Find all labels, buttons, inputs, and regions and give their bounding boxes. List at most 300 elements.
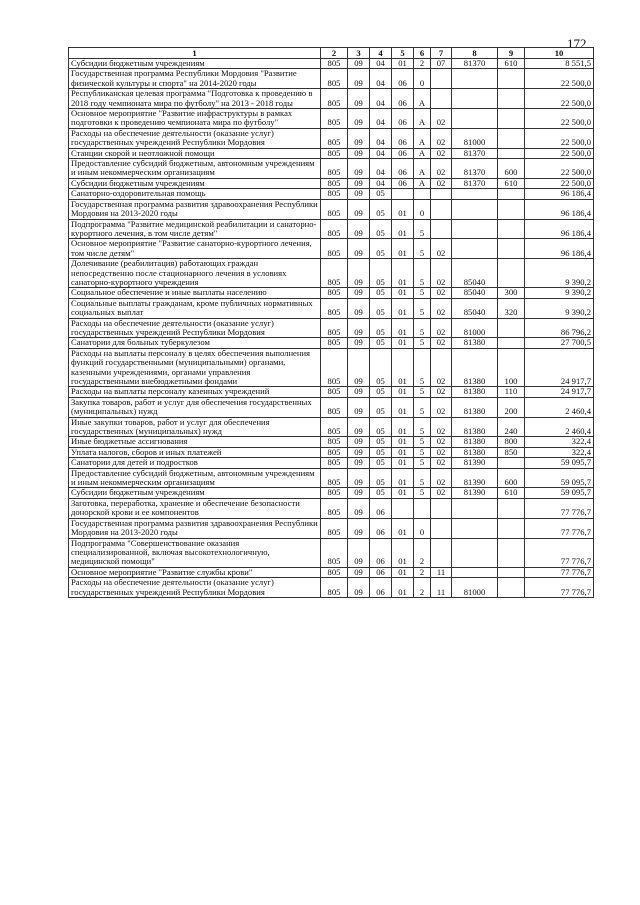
row-code-cell: 06 xyxy=(392,178,414,188)
row-code-cell: 320 xyxy=(498,298,525,318)
row-code-cell: 09 xyxy=(348,498,370,518)
row-name-cell: Республиканская целевая программа "Подготовка к проведению в 2018 году чемпионата мира по футболу" на 2013 - 2018 годы xyxy=(69,89,321,109)
row-code-cell: 81370 xyxy=(452,148,498,158)
row-code-cell: 09 xyxy=(348,447,370,457)
row-code-cell: 5 xyxy=(414,468,431,488)
table-row xyxy=(69,417,594,437)
row-code-cell: 01 xyxy=(392,538,414,567)
row-code-cell: 805 xyxy=(321,488,348,498)
row-amount-cell: 96 186,4 xyxy=(525,189,594,199)
row-code-cell: 600 xyxy=(498,468,525,488)
row-code-cell: 5 xyxy=(414,239,431,259)
row-code-cell xyxy=(431,199,452,219)
row-name-cell: Расходы на обеспечение деятельности (оказание услуг) государственных учреждений Республики Мордовия xyxy=(69,578,321,598)
row-code-cell xyxy=(452,109,498,129)
row-code-cell: 02 xyxy=(431,468,452,488)
row-code-cell: 05 xyxy=(370,239,392,259)
col-header: 9 xyxy=(498,48,525,59)
row-code-cell: 81390 xyxy=(452,488,498,498)
row-code-cell: 805 xyxy=(321,189,348,199)
row-code-cell: 09 xyxy=(348,69,370,89)
row-code-cell: 850 xyxy=(498,447,525,457)
row-code-cell xyxy=(498,458,525,468)
table-row xyxy=(69,578,594,598)
row-code-cell xyxy=(452,89,498,109)
table-row xyxy=(69,458,594,468)
row-code-cell: 805 xyxy=(321,397,348,417)
row-code-cell: 2 xyxy=(414,538,431,567)
row-code-cell xyxy=(498,199,525,219)
table-row xyxy=(69,397,594,417)
row-code-cell: 09 xyxy=(348,338,370,348)
row-code-cell: 09 xyxy=(348,178,370,188)
row-name-cell: Санатории для больных туберкулезом xyxy=(69,338,321,348)
col-header: 8 xyxy=(452,48,498,59)
row-name-cell: Субсидии бюджетным учреждениям xyxy=(69,59,321,69)
row-name-cell: Основное мероприятие "Развитие инфраструктуры в рамках подготовки к проведению чемпионата мира по футболу" xyxy=(69,109,321,129)
row-code-cell: 06 xyxy=(370,518,392,538)
row-code-cell xyxy=(452,498,498,518)
row-code-cell: 02 xyxy=(431,387,452,397)
col-header: 2 xyxy=(321,48,348,59)
row-name-cell: Субсидии бюджетным учреждениям xyxy=(69,178,321,188)
row-code-cell: 805 xyxy=(321,288,348,298)
row-code-cell: А xyxy=(414,89,431,109)
row-code-cell xyxy=(452,69,498,89)
row-code-cell xyxy=(452,538,498,567)
row-code-cell: 05 xyxy=(370,458,392,468)
row-code-cell: 610 xyxy=(498,178,525,188)
row-code-cell: 09 xyxy=(348,199,370,219)
row-code-cell: 09 xyxy=(348,488,370,498)
row-code-cell: 2 xyxy=(414,59,431,69)
table-row xyxy=(69,148,594,158)
row-code-cell: 01 xyxy=(392,417,414,437)
row-amount-cell: 322,4 xyxy=(525,447,594,457)
row-code-cell xyxy=(498,109,525,129)
row-code-cell: 01 xyxy=(392,578,414,598)
table-row xyxy=(69,498,594,518)
row-amount-cell: 77 776,7 xyxy=(525,538,594,567)
row-code-cell xyxy=(498,89,525,109)
row-code-cell: 5 xyxy=(414,318,431,338)
row-code-cell: 0 xyxy=(414,199,431,219)
row-code-cell: 02 xyxy=(431,488,452,498)
row-code-cell: 805 xyxy=(321,387,348,397)
row-amount-cell: 9 390,2 xyxy=(525,288,594,298)
row-amount-cell: 77 776,7 xyxy=(525,498,594,518)
row-amount-cell: 77 776,7 xyxy=(525,578,594,598)
row-code-cell xyxy=(452,189,498,199)
row-code-cell: 2 xyxy=(414,567,431,577)
row-code-cell: 01 xyxy=(392,59,414,69)
row-amount-cell: 2 460,4 xyxy=(525,417,594,437)
row-code-cell: 02 xyxy=(431,417,452,437)
row-code-cell xyxy=(498,239,525,259)
row-code-cell: 09 xyxy=(348,298,370,318)
row-code-cell xyxy=(452,567,498,577)
row-amount-cell: 22 500,0 xyxy=(525,159,594,179)
row-name-cell: Социальные выплаты гражданам, кроме публичных нормативных социальных выплат xyxy=(69,298,321,318)
table-row xyxy=(69,128,594,148)
row-code-cell xyxy=(431,219,452,239)
row-amount-cell: 96 186,4 xyxy=(525,239,594,259)
row-code-cell: 06 xyxy=(392,128,414,148)
table-row xyxy=(69,518,594,538)
row-code-cell: 02 xyxy=(431,298,452,318)
row-code-cell: 05 xyxy=(370,219,392,239)
row-amount-cell: 22 500,0 xyxy=(525,148,594,158)
row-name-cell: Предоставление субсидий бюджетным, автономным учреждениям и иным некоммерческим организациям xyxy=(69,159,321,179)
col-header: 4 xyxy=(370,48,392,59)
row-code-cell: 01 xyxy=(392,437,414,447)
row-code-cell: 01 xyxy=(392,338,414,348)
table-row xyxy=(69,298,594,318)
row-code-cell: 09 xyxy=(348,259,370,288)
row-code-cell: 05 xyxy=(370,468,392,488)
table-row xyxy=(69,109,594,129)
row-code-cell: 805 xyxy=(321,498,348,518)
row-code-cell: 100 xyxy=(498,348,525,387)
row-code-cell: 09 xyxy=(348,458,370,468)
row-code-cell: 02 xyxy=(431,348,452,387)
row-code-cell: 805 xyxy=(321,59,348,69)
table-row xyxy=(69,159,594,179)
row-amount-cell: 22 500,0 xyxy=(525,109,594,129)
row-code-cell: 5 xyxy=(414,348,431,387)
row-code-cell: 06 xyxy=(392,109,414,129)
row-code-cell: А xyxy=(414,128,431,148)
row-code-cell xyxy=(431,89,452,109)
budget-table xyxy=(68,47,594,598)
row-code-cell: 805 xyxy=(321,578,348,598)
row-code-cell: 06 xyxy=(370,538,392,567)
row-code-cell: 04 xyxy=(370,178,392,188)
row-code-cell xyxy=(452,199,498,219)
row-code-cell: 81000 xyxy=(452,128,498,148)
table-row xyxy=(69,69,594,89)
row-code-cell xyxy=(431,498,452,518)
row-code-cell: 240 xyxy=(498,417,525,437)
row-name-cell: Уплата налогов, сборов и иных платежей xyxy=(69,447,321,457)
row-code-cell: 805 xyxy=(321,567,348,577)
row-code-cell: 01 xyxy=(392,348,414,387)
row-code-cell: 02 xyxy=(431,288,452,298)
row-amount-cell: 9 390,2 xyxy=(525,298,594,318)
row-code-cell: 610 xyxy=(498,488,525,498)
row-code-cell: 05 xyxy=(370,189,392,199)
row-code-cell: 04 xyxy=(370,89,392,109)
row-amount-cell: 8 551,5 xyxy=(525,59,594,69)
row-code-cell: 09 xyxy=(348,538,370,567)
row-code-cell: 805 xyxy=(321,219,348,239)
row-code-cell: 600 xyxy=(498,159,525,179)
row-code-cell: 09 xyxy=(348,567,370,577)
row-code-cell: 805 xyxy=(321,89,348,109)
col-header: 7 xyxy=(431,48,452,59)
table-row xyxy=(69,259,594,288)
row-code-cell xyxy=(498,259,525,288)
row-code-cell: 805 xyxy=(321,447,348,457)
row-code-cell: 5 xyxy=(414,219,431,239)
table-row xyxy=(69,178,594,188)
row-name-cell: Санаторно-оздоровительная помощь xyxy=(69,189,321,199)
row-code-cell: 02 xyxy=(431,159,452,179)
row-code-cell: 02 xyxy=(431,318,452,338)
row-code-cell: 85040 xyxy=(452,288,498,298)
row-code-cell: 805 xyxy=(321,259,348,288)
row-code-cell: 5 xyxy=(414,288,431,298)
row-code-cell: 04 xyxy=(370,159,392,179)
row-amount-cell: 24 917,7 xyxy=(525,348,594,387)
row-name-cell: Субсидии бюджетным учреждениям xyxy=(69,488,321,498)
row-code-cell xyxy=(498,338,525,348)
row-code-cell xyxy=(431,189,452,199)
row-name-cell: Основное мероприятие "Развитие санаторно-курортного лечения, том числе детям" xyxy=(69,239,321,259)
row-code-cell: А xyxy=(414,178,431,188)
row-code-cell xyxy=(498,189,525,199)
row-code-cell: 01 xyxy=(392,259,414,288)
row-code-cell: 02 xyxy=(431,447,452,457)
table-row xyxy=(69,89,594,109)
row-code-cell xyxy=(414,498,431,518)
row-code-cell: 01 xyxy=(392,239,414,259)
row-amount-cell: 77 776,7 xyxy=(525,518,594,538)
row-code-cell: 81370 xyxy=(452,159,498,179)
row-code-cell: 805 xyxy=(321,338,348,348)
row-amount-cell: 22 500,0 xyxy=(525,178,594,188)
row-code-cell: 02 xyxy=(431,109,452,129)
col-header: 10 xyxy=(525,48,594,59)
row-code-cell: 09 xyxy=(348,397,370,417)
row-code-cell xyxy=(498,498,525,518)
row-code-cell: 09 xyxy=(348,468,370,488)
table-row xyxy=(69,348,594,387)
row-code-cell: 02 xyxy=(431,178,452,188)
row-code-cell: 01 xyxy=(392,447,414,457)
row-code-cell: 02 xyxy=(431,259,452,288)
row-code-cell: 5 xyxy=(414,458,431,468)
row-code-cell: 5 xyxy=(414,447,431,457)
row-name-cell: Расходы на выплаты персоналу казенных учреждений xyxy=(69,387,321,397)
row-code-cell: 05 xyxy=(370,348,392,387)
row-code-cell: 06 xyxy=(370,498,392,518)
row-code-cell: 81370 xyxy=(452,59,498,69)
row-amount-cell: 322,4 xyxy=(525,437,594,447)
row-code-cell: 81380 xyxy=(452,447,498,457)
row-code-cell: 5 xyxy=(414,437,431,447)
row-code-cell: 02 xyxy=(431,128,452,148)
row-code-cell: 01 xyxy=(392,298,414,318)
row-code-cell: 09 xyxy=(348,128,370,148)
row-code-cell: 06 xyxy=(392,148,414,158)
row-code-cell: 81370 xyxy=(452,178,498,188)
row-code-cell: 09 xyxy=(348,417,370,437)
row-code-cell: 09 xyxy=(348,288,370,298)
row-code-cell: 01 xyxy=(392,397,414,417)
row-code-cell: 01 xyxy=(392,288,414,298)
row-code-cell: 110 xyxy=(498,387,525,397)
row-code-cell: 01 xyxy=(392,318,414,338)
row-code-cell: 200 xyxy=(498,397,525,417)
row-name-cell: Государственная программа Республики Мордовия "Развитие физической культуры и спорта" на 2014-2020 годы xyxy=(69,69,321,89)
row-amount-cell: 24 917,7 xyxy=(525,387,594,397)
row-amount-cell: 59 095,7 xyxy=(525,488,594,498)
row-code-cell: 5 xyxy=(414,387,431,397)
row-code-cell: 02 xyxy=(431,458,452,468)
row-code-cell: 09 xyxy=(348,437,370,447)
row-name-cell: Основное мероприятие "Развитие службы крови" xyxy=(69,567,321,577)
row-code-cell: 06 xyxy=(370,578,392,598)
row-name-cell: Расходы на обеспечение деятельности (оказание услуг) государственных учреждений Республики Мордовия xyxy=(69,318,321,338)
row-code-cell: 04 xyxy=(370,69,392,89)
table-row xyxy=(69,488,594,498)
row-code-cell xyxy=(498,69,525,89)
row-code-cell: 300 xyxy=(498,288,525,298)
row-code-cell: 2 xyxy=(414,578,431,598)
row-code-cell: 01 xyxy=(392,518,414,538)
row-code-cell: 09 xyxy=(348,518,370,538)
table-row xyxy=(69,288,594,298)
row-code-cell: А xyxy=(414,148,431,158)
row-name-cell: Подпрограмма "Совершенствование оказания специализированной, включая высокотехнологичную, медицинской помощи" xyxy=(69,538,321,567)
row-name-cell: Предоставление субсидий бюджетным, автономным учреждениям и иным некоммерческим организациям xyxy=(69,468,321,488)
row-code-cell: 81380 xyxy=(452,387,498,397)
row-code-cell: 04 xyxy=(370,59,392,69)
col-header: 5 xyxy=(392,48,414,59)
row-code-cell: 85040 xyxy=(452,298,498,318)
row-code-cell: 05 xyxy=(370,259,392,288)
table-row xyxy=(69,567,594,577)
row-code-cell: 04 xyxy=(370,109,392,129)
row-code-cell xyxy=(431,518,452,538)
row-code-cell: 02 xyxy=(431,397,452,417)
row-code-cell: 805 xyxy=(321,69,348,89)
row-code-cell: 02 xyxy=(431,148,452,158)
row-code-cell: 09 xyxy=(348,89,370,109)
row-code-cell: 09 xyxy=(348,318,370,338)
row-code-cell xyxy=(431,538,452,567)
row-code-cell: 05 xyxy=(370,437,392,447)
row-code-cell: 01 xyxy=(392,468,414,488)
table-row xyxy=(69,199,594,219)
row-code-cell: 0 xyxy=(414,69,431,89)
row-code-cell: 805 xyxy=(321,239,348,259)
row-code-cell: 805 xyxy=(321,178,348,188)
col-header: 1 xyxy=(69,48,321,59)
table-row xyxy=(69,219,594,239)
table-header-row xyxy=(69,48,594,59)
row-code-cell: 805 xyxy=(321,468,348,488)
row-code-cell xyxy=(498,219,525,239)
row-code-cell: 81380 xyxy=(452,417,498,437)
row-code-cell: А xyxy=(414,159,431,179)
page-number: 172 xyxy=(567,36,587,51)
table-row xyxy=(69,338,594,348)
row-code-cell: 09 xyxy=(348,59,370,69)
row-code-cell: 805 xyxy=(321,538,348,567)
row-code-cell: 5 xyxy=(414,417,431,437)
row-name-cell: Заготовка, переработка, хранение и обеспечение безопасности донорской крови и ее компонентов xyxy=(69,498,321,518)
row-code-cell: 610 xyxy=(498,59,525,69)
row-code-cell: 81380 xyxy=(452,437,498,447)
row-code-cell xyxy=(452,518,498,538)
row-code-cell: 06 xyxy=(392,69,414,89)
row-code-cell: 05 xyxy=(370,417,392,437)
row-code-cell: 09 xyxy=(348,109,370,129)
row-code-cell: 805 xyxy=(321,128,348,148)
row-code-cell: 05 xyxy=(370,318,392,338)
row-code-cell xyxy=(498,578,525,598)
row-code-cell: 01 xyxy=(392,219,414,239)
row-code-cell xyxy=(498,148,525,158)
table-row xyxy=(69,437,594,447)
row-code-cell: 800 xyxy=(498,437,525,447)
row-code-cell: 05 xyxy=(370,387,392,397)
row-code-cell: 09 xyxy=(348,578,370,598)
row-code-cell: 5 xyxy=(414,338,431,348)
row-code-cell xyxy=(431,69,452,89)
row-code-cell xyxy=(498,538,525,567)
row-code-cell xyxy=(392,498,414,518)
row-amount-cell: 86 796,2 xyxy=(525,318,594,338)
row-code-cell: 805 xyxy=(321,109,348,129)
row-code-cell: 81380 xyxy=(452,348,498,387)
row-code-cell xyxy=(498,567,525,577)
row-code-cell xyxy=(452,239,498,259)
row-code-cell: 09 xyxy=(348,239,370,259)
row-code-cell xyxy=(452,219,498,239)
row-amount-cell: 27 700,5 xyxy=(525,338,594,348)
row-name-cell: Закупка товаров, работ и услуг для обеспечения государственных (муниципальных) нужд xyxy=(69,397,321,417)
col-header: 6 xyxy=(414,48,431,59)
row-code-cell: 06 xyxy=(370,567,392,577)
row-code-cell: 01 xyxy=(392,199,414,219)
row-name-cell: Государственная программа развития здравоохранения Республики Мордовия на 2013-2020 годы xyxy=(69,518,321,538)
row-code-cell: 05 xyxy=(370,288,392,298)
row-amount-cell: 22 500,0 xyxy=(525,69,594,89)
col-header: 3 xyxy=(348,48,370,59)
row-code-cell: 05 xyxy=(370,338,392,348)
row-code-cell: 01 xyxy=(392,488,414,498)
table-row xyxy=(69,387,594,397)
table-row xyxy=(69,447,594,457)
row-code-cell: 81390 xyxy=(452,468,498,488)
row-amount-cell: 22 500,0 xyxy=(525,89,594,109)
row-code-cell: 5 xyxy=(414,397,431,417)
row-code-cell xyxy=(414,189,431,199)
row-code-cell: 81000 xyxy=(452,578,498,598)
row-code-cell: 81390 xyxy=(452,458,498,468)
row-code-cell: 805 xyxy=(321,199,348,219)
row-amount-cell: 96 186,4 xyxy=(525,199,594,219)
row-code-cell: 07 xyxy=(431,59,452,69)
row-name-cell: Долечивание (реабилитация) работающих граждан непосредственно после стационарного лечения в условиях санаторно-курортного учреждения xyxy=(69,259,321,288)
row-code-cell: 09 xyxy=(348,219,370,239)
row-name-cell: Социальное обеспечение и иные выплаты населению xyxy=(69,288,321,298)
row-amount-cell: 59 095,7 xyxy=(525,458,594,468)
row-code-cell: 04 xyxy=(370,128,392,148)
row-code-cell: 09 xyxy=(348,387,370,397)
row-code-cell: 805 xyxy=(321,159,348,179)
row-code-cell: 09 xyxy=(348,189,370,199)
row-code-cell: 09 xyxy=(348,159,370,179)
row-code-cell xyxy=(392,189,414,199)
table-row xyxy=(69,59,594,69)
row-code-cell: 805 xyxy=(321,148,348,158)
row-code-cell: 02 xyxy=(431,338,452,348)
row-code-cell: 805 xyxy=(321,518,348,538)
